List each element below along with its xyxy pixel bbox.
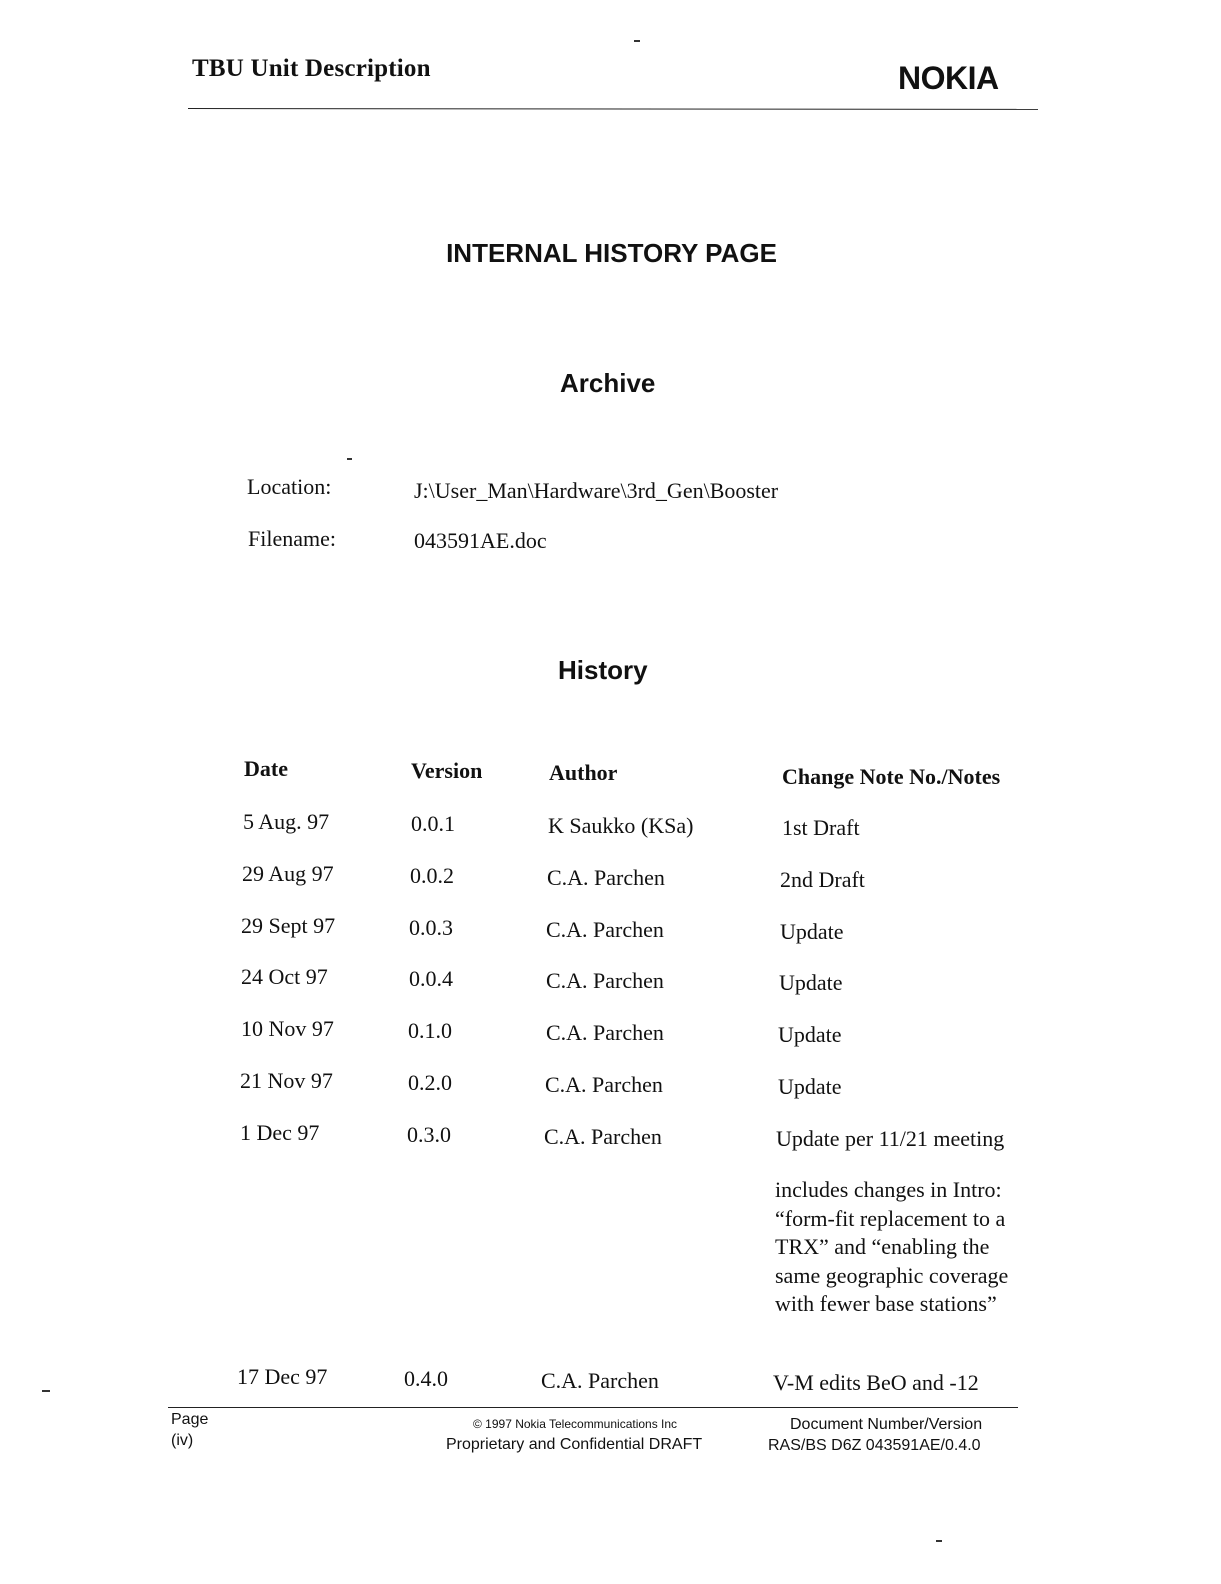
row-note: V-M edits BeO and -12: [773, 1370, 979, 1395]
row-note: Update per 11/21 meeting: [776, 1126, 1005, 1151]
row-author: C.A. Parchen: [546, 1020, 664, 1045]
row-version: 0.0.3: [409, 915, 453, 940]
row-date: 24 Oct 97: [241, 964, 328, 989]
footer-confidential: Proprietary and Confidential DRAFT: [446, 1436, 703, 1453]
row-date: 10 Nov 97: [241, 1016, 334, 1041]
row-author: C.A. Parchen: [547, 865, 665, 890]
filename-value: 043591AE.doc: [414, 528, 547, 553]
row-version: 0.1.0: [408, 1018, 452, 1043]
row-date: 5 Aug. 97: [243, 809, 330, 834]
row-version: 0.2.0: [408, 1070, 452, 1095]
row-note-continuation: includes changes in Intro: “form-fit replacement to a TRX” and “enabling the same geographic coverage with fewer base stations”: [775, 1177, 1009, 1316]
scan-speck: [634, 40, 640, 42]
footer-doc-number: RAS/BS D6Z 043591AE/0.4.0: [768, 1437, 981, 1454]
filename-label: Filename:: [248, 526, 336, 551]
archive-heading: Archive: [560, 368, 656, 398]
page-title: INTERNAL HISTORY PAGE: [446, 238, 777, 268]
row-note: 1st Draft: [782, 815, 860, 840]
column-header-date: Date: [244, 756, 288, 781]
footer-copyright: © 1997 Nokia Telecommunications Inc: [473, 1417, 678, 1431]
row-author: C.A. Parchen: [546, 917, 664, 942]
scan-speck: [936, 1540, 942, 1542]
row-note: Update: [778, 1074, 842, 1099]
row-date: 21 Nov 97: [240, 1068, 333, 1093]
row-version: 0.4.0: [404, 1366, 448, 1391]
row-version: 0.3.0: [407, 1122, 451, 1147]
row-version: 0.0.1: [411, 811, 455, 836]
header-divider: [188, 108, 1038, 110]
nokia-logo: NOKIA: [898, 60, 999, 96]
row-note: Update: [779, 970, 843, 995]
row-version: 0.0.2: [410, 863, 454, 888]
scan-speck: [42, 1390, 50, 1392]
row-date: 1 Dec 97: [240, 1120, 320, 1145]
row-author: C.A. Parchen: [541, 1368, 659, 1393]
row-author: K Saukko (KSa): [548, 813, 694, 838]
row-note: 2nd Draft: [780, 867, 865, 892]
location-value: J:\User_Man\Hardware\3rd_Gen\Booster: [414, 478, 779, 503]
column-header-notes: Change Note No./Notes: [782, 764, 1001, 789]
scan-speck: [347, 458, 352, 460]
row-note: Update: [780, 919, 844, 944]
row-date: 29 Sept 97: [241, 913, 336, 938]
row-note: Update: [778, 1022, 842, 1047]
row-author: C.A. Parchen: [545, 1072, 663, 1097]
footer-page-label: Page: [171, 1411, 209, 1428]
row-author: C.A. Parchen: [546, 968, 664, 993]
column-header-version: Version: [411, 758, 483, 783]
row-date: 17 Dec 97: [237, 1364, 328, 1389]
history-heading: History: [558, 655, 648, 685]
column-header-author: Author: [549, 760, 618, 785]
row-author: C.A. Parchen: [544, 1124, 662, 1149]
footer-page-number: (iv): [171, 1432, 194, 1449]
row-date: 29 Aug 97: [242, 861, 334, 886]
row-version: 0.0.4: [409, 966, 453, 991]
footer-divider: [168, 1407, 1018, 1408]
document-title: TBU Unit Description: [192, 55, 431, 82]
location-label: Location:: [247, 474, 332, 499]
footer-doc-label: Document Number/Version: [790, 1416, 983, 1433]
